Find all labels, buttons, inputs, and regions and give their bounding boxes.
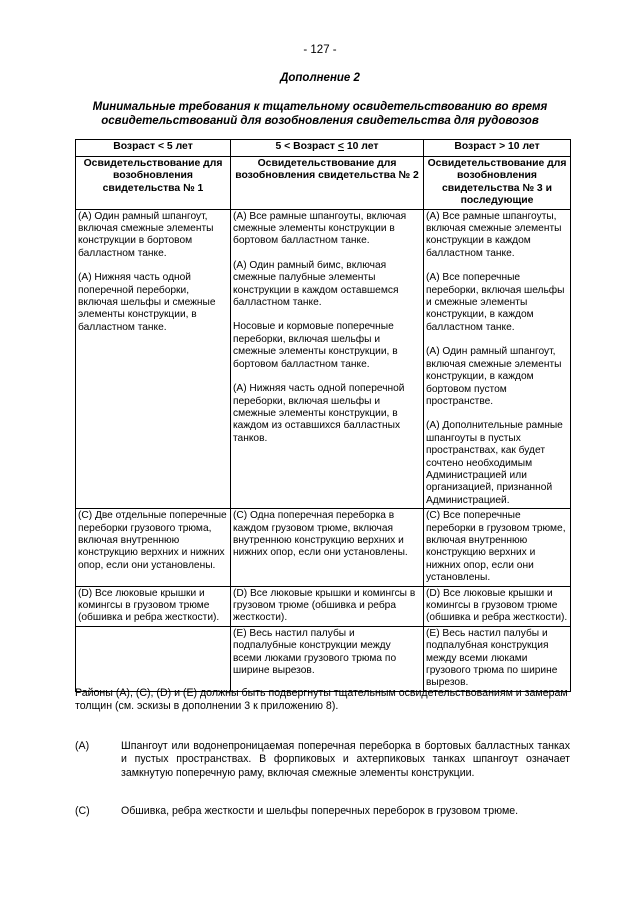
table-row-e xyxy=(76,626,571,691)
cell-paragraph: (A) Один рамный шпангоут, включая смежные элементы конструкции, в каждом бортовом пустом пространстве. xyxy=(426,346,562,407)
age-header-2: 5 < Возраст < 10 лет xyxy=(231,140,424,157)
table-cell xyxy=(424,509,571,586)
requirements-table xyxy=(75,139,571,692)
table-cell xyxy=(424,209,571,509)
cell-paragraph: (D) Все люковые крышки и комингсы в грузовом трюме (обшивка и ребра жесткости). xyxy=(78,587,220,624)
table-cell xyxy=(231,586,424,626)
definition-a xyxy=(75,740,570,780)
cell-paragraph: (D) Все люковые крышки и комингсы в грузовом трюме (обшивка и ребра жесткости). xyxy=(426,587,568,624)
survey-header-1: Освидетельствование для возобновления свидетельства № 1 xyxy=(76,157,231,210)
table-cell xyxy=(76,509,231,586)
table-cell xyxy=(231,209,424,509)
table-cell xyxy=(424,586,571,626)
table-cell xyxy=(76,586,231,626)
areas-note xyxy=(75,687,570,714)
age-header-1: Возраст < 5 лет xyxy=(76,140,231,157)
table-row-a xyxy=(76,209,571,509)
table-cell xyxy=(424,626,571,691)
cell-paragraph: (A) Все рамные шпангоуты, включая смежные элементы конструкции в бортовом балластном танке. xyxy=(233,210,407,247)
table-cell-empty xyxy=(76,626,231,691)
cell-paragraph: (C) Все поперечные переборки в грузовом трюме, включая внутреннюю конструкцию верхних и нижних опор, если они установлены. xyxy=(426,510,566,584)
cell-paragraph: (E) Весь настил палубы и подпалубные конструкции между всеми люками грузового трюма по ширине вырезов. xyxy=(233,627,397,677)
survey-header-row xyxy=(76,157,571,210)
age-header-3: Возраст > 10 лет xyxy=(424,140,571,157)
cell-paragraph: (A) Нижняя часть одной поперечной переборки, включая шельфы и смежные элементы конструкции, в каждом из оставшихся балластных танков. xyxy=(233,383,405,444)
cell-paragraph: (A) Один рамный бимс, включая смежные палубные элементы конструкции в каждом оставшемся балластном танке. xyxy=(233,259,399,309)
cell-paragraph: (A) Дополнительные рамные шпангоуты в пустых пространствах, как будет сочтено необходимым Администрацией или организацией, признанной Администрацией. xyxy=(426,420,563,506)
table-cell xyxy=(76,209,231,509)
page-number: - 127 - xyxy=(303,44,337,56)
areas-note-text: Районы (A), (C), (D) и (E) должны быть подвергнуты тщательным освидетельствованиям и замерам толщин (см. эскизы в дополнении 3 к приложению 8). xyxy=(75,687,568,713)
definition-code: (C) xyxy=(75,805,90,817)
definition-text: Шпангоут или водонепроницаемая поперечная переборка в бортовых балластных танках и пустых пространствах. В форпиковых и ахтерпиковых танках шпангоут означает замкнутую поперечную раму, включая смежные элементы конструкции. xyxy=(121,740,570,779)
cell-paragraph: (A) Все рамные шпангоуты, включая смежные элементы конструкции в каждом балластном танке. xyxy=(426,210,562,259)
definition-c xyxy=(75,805,570,818)
cell-paragraph: Носовые и кормовые поперечные переборки, включая шельфы и смежные элементы конструкции, в бортовом балластном танке. xyxy=(233,321,398,370)
definition-text: Обшивка, ребра жесткости и шельфы поперечных переборок в грузовом трюме. xyxy=(121,805,519,817)
cell-paragraph: (A) Все поперечные переборки, включая шельфы и смежные элементы конструкции, в каждом балластном танке. xyxy=(426,272,565,333)
table-cell xyxy=(231,509,424,586)
cell-paragraph: (C) Две отдельные поперечные переборки грузового трюма, включая внутреннюю конструкцию верхних и нижних опор, если они установлены. xyxy=(78,510,227,571)
document-title: Минимальные требования к тщательному освидетельствованию во время освидетельствований для возобновления свидетельства для рудовозов xyxy=(92,101,548,127)
cell-paragraph: (C) Одна поперечная переборка в каждом грузовом трюме, включая внутреннюю конструкцию верхних и нижних опор, если они установлены. xyxy=(233,510,408,559)
survey-header-2: Освидетельствование для возобновления свидетельства № 2 xyxy=(231,157,424,210)
cell-paragraph: (A) Один рамный шпангоут, включая смежные элементы конструкции в бортовом балластном танке. xyxy=(78,210,214,259)
table-cell xyxy=(231,626,424,691)
table-row-d xyxy=(76,586,571,626)
age-header-row xyxy=(76,140,571,157)
definition-code: (A) xyxy=(75,740,90,752)
table-row-c xyxy=(76,509,571,586)
appendix-title: Дополнение 2 xyxy=(280,72,360,84)
survey-header-3: Освидетельствование для возобновления свидетельства № 3 и последующие xyxy=(424,157,571,210)
cell-paragraph: (A) Нижняя часть одной поперечной переборки, включая шельфы и смежные элементы конструкции, в балластном танке. xyxy=(78,272,216,333)
cell-paragraph: (E) Весь настил палубы и подпалубная конструкция между всеми люками грузового трюма по ширине вырезов. xyxy=(426,627,558,689)
cell-paragraph: (D) Все люковые крышки и комингсы в грузовом трюме (обшивка и ребра жесткости). xyxy=(233,587,416,624)
